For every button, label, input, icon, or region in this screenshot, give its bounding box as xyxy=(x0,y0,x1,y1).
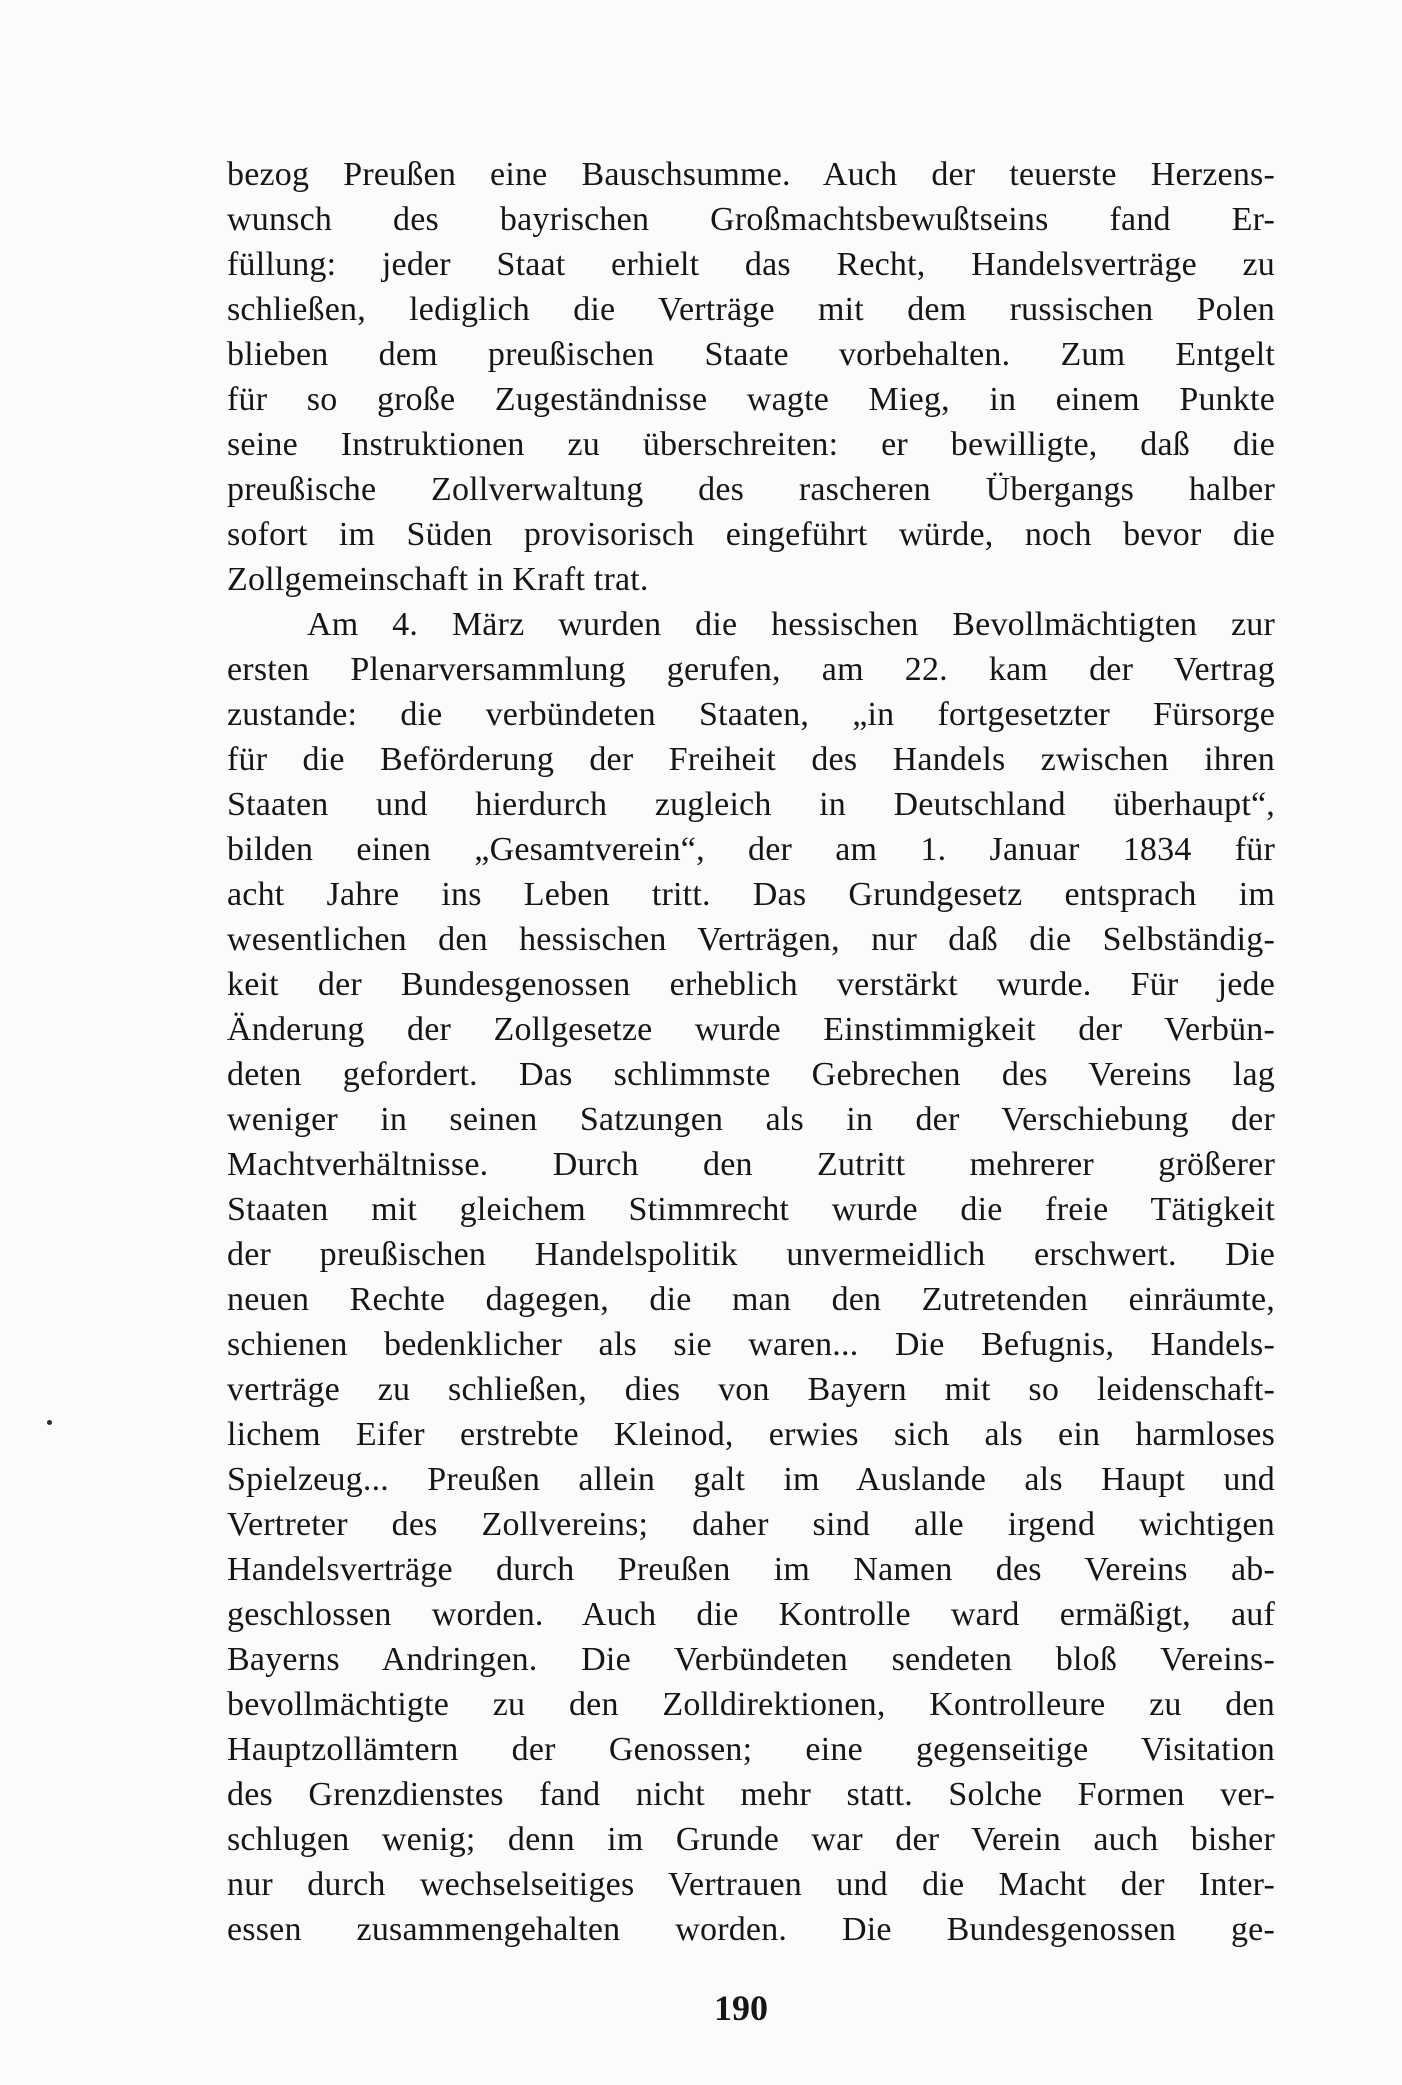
text-line: geschlossen worden. Auch die Kontrolle ward ermäßigt, auf xyxy=(227,1596,1275,1633)
paragraph-2 xyxy=(227,602,1275,1952)
text-line: schlugen wenig; denn im Grunde war der Verein auch bisher xyxy=(227,1821,1275,1858)
text-line: nur durch wechselseitiges Vertrauen und die Macht der Inter- xyxy=(227,1866,1275,1903)
text-line: verträge zu schließen, dies von Bayern mit so leidenschaft- xyxy=(227,1371,1275,1408)
body-text xyxy=(227,152,1275,1952)
text-line: Am 4. März wurden die hessischen Bevollmächtigten zur xyxy=(307,606,1275,643)
text-line: Zollgemeinschaft in Kraft trat. xyxy=(227,561,649,598)
text-line: zustande: die verbündeten Staaten, „in fortgesetzter Fürsorge xyxy=(227,696,1275,733)
text-line: blieben dem preußischen Staate vorbehalten. Zum Entgelt xyxy=(227,336,1275,373)
text-line: für so große Zugeständnisse wagte Mieg, in einem Punkte xyxy=(227,381,1275,418)
paragraph-1 xyxy=(227,152,1275,602)
text-line: schienen bedenklicher als sie waren... Die Befugnis, Handels- xyxy=(227,1326,1275,1363)
text-line: Handelsverträge durch Preußen im Namen des Vereins ab- xyxy=(227,1551,1275,1588)
text-line: Bayerns Andringen. Die Verbündeten sendeten bloß Vereins- xyxy=(227,1641,1275,1678)
text-line: keit der Bundesgenossen erheblich verstärkt wurde. Für jede xyxy=(227,966,1275,1003)
text-line: Hauptzollämtern der Genossen; eine gegenseitige Visitation xyxy=(227,1731,1275,1768)
scan-speck xyxy=(47,1420,52,1425)
text-line: der preußischen Handelspolitik unvermeidlich erschwert. Die xyxy=(227,1236,1275,1273)
text-line: preußische Zollverwaltung des rascheren Übergangs halber xyxy=(227,471,1275,508)
text-line: schließen, lediglich die Verträge mit dem russischen Polen xyxy=(227,291,1275,328)
text-line: für die Beförderung der Freiheit des Handels zwischen ihren xyxy=(227,741,1275,778)
text-line: Staaten und hierdurch zugleich in Deutschland überhaupt“, xyxy=(227,786,1275,823)
text-line: wesentlichen den hessischen Verträgen, nur daß die Selbständig- xyxy=(227,921,1275,958)
text-line: seine Instruktionen zu überschreiten: er bewilligte, daß die xyxy=(227,426,1275,463)
text-line: Staaten mit gleichem Stimmrecht wurde die freie Tätigkeit xyxy=(227,1191,1275,1228)
text-line: sofort im Süden provisorisch eingeführt würde, noch bevor die xyxy=(227,516,1275,553)
text-line: bezog Preußen eine Bauschsumme. Auch der teuerste Herzens- xyxy=(227,156,1275,193)
text-line: Vertreter des Zollvereins; daher sind alle irgend wichtigen xyxy=(227,1506,1275,1543)
text-line: füllung: jeder Staat erhielt das Recht, Handelsverträge zu xyxy=(227,246,1275,283)
text-line: Änderung der Zollgesetze wurde Einstimmigkeit der Verbün- xyxy=(227,1011,1275,1048)
text-line: bevollmächtigte zu den Zolldirektionen, Kontrolleure zu den xyxy=(227,1686,1275,1723)
text-line: deten gefordert. Das schlimmste Gebrechen des Vereins lag xyxy=(227,1056,1275,1093)
text-line: lichem Eifer erstrebte Kleinod, erwies sich als ein harmloses xyxy=(227,1416,1275,1453)
text-line: ersten Plenarversammlung gerufen, am 22. kam der Vertrag xyxy=(227,651,1275,688)
text-line: acht Jahre ins Leben tritt. Das Grundgesetz entsprach im xyxy=(227,876,1275,913)
text-line: essen zusammengehalten worden. Die Bundesgenossen ge- xyxy=(227,1911,1275,1948)
text-line: Machtverhältnisse. Durch den Zutritt mehrerer größerer xyxy=(227,1146,1275,1183)
text-line: neuen Rechte dagegen, die man den Zutretenden einräumte, xyxy=(227,1281,1275,1318)
text-line: Spielzeug... Preußen allein galt im Auslande als Haupt und xyxy=(227,1461,1275,1498)
page-number: 190 xyxy=(714,1988,768,2028)
text-line: weniger in seinen Satzungen als in der Verschiebung der xyxy=(227,1101,1275,1138)
text-line: bilden einen „Gesamtverein“, der am 1. Januar 1834 für xyxy=(227,831,1275,868)
text-line: wunsch des bayrischen Großmachtsbewußtseins fand Er- xyxy=(227,201,1275,238)
text-line: des Grenzdienstes fand nicht mehr statt. Solche Formen ver- xyxy=(227,1776,1275,1813)
